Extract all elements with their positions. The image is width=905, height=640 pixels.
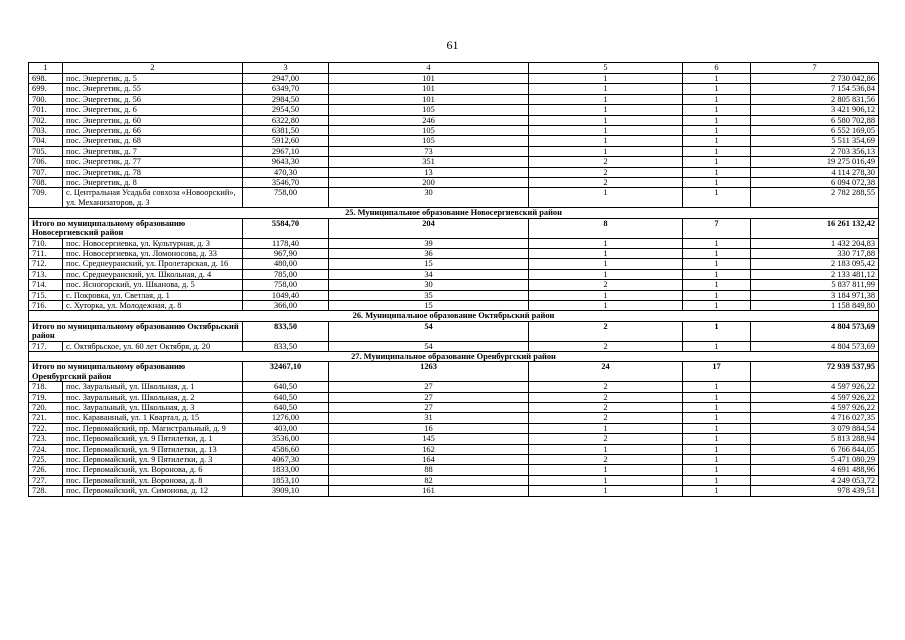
section-title: 27. Муниципальное образование Оренбургский район <box>29 351 879 361</box>
table-cell: 1276,00 <box>243 413 329 423</box>
table-row <box>29 269 879 279</box>
register-table <box>28 62 879 497</box>
table-cell: 6349,70 <box>243 84 329 94</box>
table-row <box>29 444 879 454</box>
table-cell: 2 730 042,86 <box>751 74 879 84</box>
table-row <box>29 105 879 115</box>
table-cell: 967,90 <box>243 248 329 258</box>
table-cell: 706. <box>29 157 63 167</box>
table-cell: 105 <box>329 105 529 115</box>
table-cell: 785,00 <box>243 269 329 279</box>
table-cell: 1 <box>683 280 751 290</box>
table-cell: пос. Первомайский, ул. 9 Пятилетки, д. 13 <box>63 444 243 454</box>
table-cell: пос. Первомайский, пр. Магистральный, д. 9 <box>63 423 243 433</box>
table-cell: 1 <box>683 290 751 300</box>
table-cell: 1 <box>683 105 751 115</box>
subtotal-cell: 7 <box>683 218 751 238</box>
table-row <box>29 136 879 146</box>
table-cell: пос. Энергетик, д. 66 <box>63 126 243 136</box>
table-cell: 1 <box>683 238 751 248</box>
table-cell: 6 766 844,05 <box>751 444 879 454</box>
table-cell: 16 <box>329 423 529 433</box>
table-cell: 4 597 926,22 <box>751 382 879 392</box>
table-cell: 707. <box>29 167 63 177</box>
table-cell: 15 <box>329 300 529 310</box>
table-cell: 2 <box>529 434 683 444</box>
table-cell: 1 <box>683 248 751 258</box>
subtotal-cell: 17 <box>683 362 751 382</box>
table-cell: 5 813 288,94 <box>751 434 879 444</box>
table-cell: пос. Новосергиевка, ул. Культурная, д. 3 <box>63 238 243 248</box>
subtotal-cell: 833,50 <box>243 321 329 341</box>
table-cell: 725. <box>29 455 63 465</box>
table-cell: 31 <box>329 413 529 423</box>
table-cell: 1 <box>683 74 751 84</box>
table-cell: 3 421 906,12 <box>751 105 879 115</box>
table-cell: 704. <box>29 136 63 146</box>
table-cell: 3546,70 <box>243 178 329 188</box>
table-cell: 30 <box>329 280 529 290</box>
table-cell: 699. <box>29 84 63 94</box>
table-cell: 640,50 <box>243 392 329 402</box>
table-row <box>29 465 879 475</box>
table-cell: 2 <box>529 455 683 465</box>
table-row <box>29 403 879 413</box>
table-cell: пос. Энергетик, д. 60 <box>63 115 243 125</box>
table-cell: 1 <box>529 126 683 136</box>
table-row <box>29 382 879 392</box>
table-cell: 1 <box>683 486 751 496</box>
table-cell: 698. <box>29 74 63 84</box>
table-cell: 1 <box>683 178 751 188</box>
table-row <box>29 126 879 136</box>
table-cell: 1 <box>683 341 751 351</box>
table-cell: 15 <box>329 259 529 269</box>
table-cell: 722. <box>29 423 63 433</box>
table-cell: пос. Энергетик, д. 5 <box>63 74 243 84</box>
table-cell: 833,50 <box>243 341 329 351</box>
column-header: 4 <box>329 63 529 74</box>
table-cell: 403,00 <box>243 423 329 433</box>
subtotal-cell: 24 <box>529 362 683 382</box>
table-cell: 718. <box>29 382 63 392</box>
subtotal-label: Итого по муниципальному образованию Октябрьский район <box>29 321 243 341</box>
table-cell: 1 <box>529 423 683 433</box>
table-cell: 1 <box>683 94 751 104</box>
table-cell: пос. Первомайский, ул. Воронова, д. 8 <box>63 475 243 485</box>
table-cell: 724. <box>29 444 63 454</box>
table-cell: 88 <box>329 465 529 475</box>
table-cell: 4 114 278,30 <box>751 167 879 177</box>
table-cell: 723. <box>29 434 63 444</box>
table-cell: 200 <box>329 178 529 188</box>
table-cell: 1 <box>529 475 683 485</box>
table-cell: 1 <box>683 269 751 279</box>
table-cell: 19 275 016,49 <box>751 157 879 167</box>
table-cell: 2 <box>529 382 683 392</box>
table-cell: 9643,30 <box>243 157 329 167</box>
table-cell: 5 837 811,99 <box>751 280 879 290</box>
table-row <box>29 115 879 125</box>
table-cell: с. Покровка, ул. Светлая, д. 1 <box>63 290 243 300</box>
table-cell: 1 <box>683 455 751 465</box>
subtotal-row <box>29 218 879 238</box>
table-cell: 721. <box>29 413 63 423</box>
table-cell: пос. Караванный, ул. 1 Квартал, д. 15 <box>63 413 243 423</box>
table-cell: 105 <box>329 136 529 146</box>
table-cell: 1 <box>529 248 683 258</box>
table-cell: 711. <box>29 248 63 258</box>
table-cell: 30 <box>329 188 529 208</box>
table-row <box>29 238 879 248</box>
table-cell: 2 <box>529 341 683 351</box>
table-cell: 4586,60 <box>243 444 329 454</box>
table-cell: 716. <box>29 300 63 310</box>
table-cell: 1 <box>529 136 683 146</box>
table-cell: 1 <box>529 146 683 156</box>
table-cell: 2947,00 <box>243 74 329 84</box>
table-cell: 1 <box>683 403 751 413</box>
table-cell: 2 <box>529 280 683 290</box>
table-cell: 640,50 <box>243 403 329 413</box>
table-cell: 3909,10 <box>243 486 329 496</box>
table-cell: пос. Новосергиевка, ул. Ломоносова, д. 33 <box>63 248 243 258</box>
table-cell: 1 <box>529 74 683 84</box>
table-cell: пос. Зауральный, ул. Школьная, д. 3 <box>63 403 243 413</box>
table-row <box>29 157 879 167</box>
table-cell: 728. <box>29 486 63 496</box>
table-cell: 27 <box>329 392 529 402</box>
table-cell: 1 <box>683 188 751 208</box>
table-cell: пос. Среднеуранский, ул. Пролетарская, д. 16 <box>63 259 243 269</box>
table-cell: 3 184 971,38 <box>751 290 879 300</box>
table-cell: 978 439,51 <box>751 486 879 496</box>
table-cell: 2 <box>529 392 683 402</box>
table-row <box>29 188 879 208</box>
subtotal-cell: 204 <box>329 218 529 238</box>
table-cell: 714. <box>29 280 63 290</box>
table-cell: 34 <box>329 269 529 279</box>
subtotal-cell: 1263 <box>329 362 529 382</box>
table-cell: 2 <box>529 157 683 167</box>
table-cell: 758,00 <box>243 188 329 208</box>
table-cell: 2984,50 <box>243 94 329 104</box>
table-cell: 366,00 <box>243 300 329 310</box>
section-heading-row <box>29 208 879 218</box>
table-cell: 1 <box>683 84 751 94</box>
table-cell: 5912,60 <box>243 136 329 146</box>
table-cell: 1 <box>529 486 683 496</box>
subtotal-cell: 72 939 537,95 <box>751 362 879 382</box>
table-cell: 39 <box>329 238 529 248</box>
table-row <box>29 74 879 84</box>
table-cell: 2 782 288,55 <box>751 188 879 208</box>
table-cell: 4 249 053,72 <box>751 475 879 485</box>
table-row <box>29 94 879 104</box>
subtotal-row <box>29 321 879 341</box>
table-cell: 1 432 204,83 <box>751 238 879 248</box>
table-cell: 1178,40 <box>243 238 329 248</box>
table-cell: 101 <box>329 74 529 84</box>
table-cell: 1 <box>683 146 751 156</box>
table-row <box>29 300 879 310</box>
table-cell: 4 716 027,35 <box>751 413 879 423</box>
table-cell: 1 <box>683 475 751 485</box>
table-cell: 708. <box>29 178 63 188</box>
table-cell: 1 <box>683 259 751 269</box>
table-row <box>29 167 879 177</box>
table-cell: 713. <box>29 269 63 279</box>
table-row <box>29 455 879 465</box>
table-cell: 1 <box>683 465 751 475</box>
table-cell: 700. <box>29 94 63 104</box>
table-cell: 1 <box>683 392 751 402</box>
table-cell: 2 <box>529 167 683 177</box>
subtotal-cell: 5584,70 <box>243 218 329 238</box>
table-cell: 36 <box>329 248 529 258</box>
table-cell: 2 <box>529 178 683 188</box>
table-cell: 1833,00 <box>243 465 329 475</box>
table-cell: пос. Энергетик, д. 6 <box>63 105 243 115</box>
table-cell: 1 <box>683 126 751 136</box>
table-cell: 1049,40 <box>243 290 329 300</box>
table-row <box>29 146 879 156</box>
table-cell: пос. Первомайский, ул. 9 Пятилетки, д. 3 <box>63 455 243 465</box>
table-cell: 1 <box>683 115 751 125</box>
table-cell: 7 154 536,84 <box>751 84 879 94</box>
table-cell: пос. Энергетик, д. 8 <box>63 178 243 188</box>
table-cell: 6 552 169,05 <box>751 126 879 136</box>
table-cell: 1 <box>683 157 751 167</box>
table-row <box>29 290 879 300</box>
table-cell: 712. <box>29 259 63 269</box>
table-cell: 6 094 072,38 <box>751 178 879 188</box>
page-number: 61 <box>446 38 459 52</box>
table-cell: с. Центральная Усадьба совхоза «Новоорский», ул. Механизаторов, д. 3 <box>63 188 243 208</box>
table-cell: 1 <box>683 300 751 310</box>
table-cell: 4 597 926,22 <box>751 403 879 413</box>
table-cell: 1 <box>529 269 683 279</box>
table-cell: пос. Ясногорский, ул. Шканова, д. 5 <box>63 280 243 290</box>
table-cell: 1 <box>529 238 683 248</box>
table-row <box>29 84 879 94</box>
table-row <box>29 248 879 258</box>
table-cell: пос. Энергетик, д. 77 <box>63 157 243 167</box>
table-cell: 2 805 831,56 <box>751 94 879 104</box>
table-cell: пос. Энергетик, д. 78 <box>63 167 243 177</box>
table-cell: 2967,10 <box>243 146 329 156</box>
column-header: 2 <box>63 63 243 74</box>
table-cell: 1 <box>683 167 751 177</box>
table-cell: 145 <box>329 434 529 444</box>
table-row <box>29 423 879 433</box>
table-cell: 2 133 481,12 <box>751 269 879 279</box>
table-row <box>29 259 879 269</box>
table-cell: с. Октябрьское, ул. 60 лет Октября, д. 20 <box>63 341 243 351</box>
table-cell: пос. Первомайский, ул. Воронова, д. 6 <box>63 465 243 475</box>
table-cell: пос. Первомайский, ул. Симонова, д. 12 <box>63 486 243 496</box>
table-cell: 1 <box>529 465 683 475</box>
table-cell: 4067,30 <box>243 455 329 465</box>
table-cell: 1 <box>683 423 751 433</box>
subtotal-cell: 2 <box>529 321 683 341</box>
table-cell: пос. Энергетик, д. 56 <box>63 94 243 104</box>
table-cell: 1 <box>683 382 751 392</box>
table-cell: 727. <box>29 475 63 485</box>
table-cell: 1 <box>529 259 683 269</box>
table-body <box>29 74 879 497</box>
table-cell: 720. <box>29 403 63 413</box>
subtotal-cell: 54 <box>329 321 529 341</box>
table-cell: 1 <box>529 115 683 125</box>
table-cell: 715. <box>29 290 63 300</box>
subtotal-cell: 16 261 132,42 <box>751 218 879 238</box>
table-cell: 701. <box>29 105 63 115</box>
table-cell: 5 471 080,29 <box>751 455 879 465</box>
table-cell: 705. <box>29 146 63 156</box>
table-row <box>29 178 879 188</box>
table-cell: 330 717,88 <box>751 248 879 258</box>
table-cell: 2 183 095,42 <box>751 259 879 269</box>
table-cell: 640,50 <box>243 382 329 392</box>
table-cell: пос. Среднеуранский, ул. Школьная, д. 4 <box>63 269 243 279</box>
column-header: 1 <box>29 63 63 74</box>
table-cell: 54 <box>329 341 529 351</box>
table-row <box>29 392 879 402</box>
section-heading-row <box>29 311 879 321</box>
section-title: 25. Муниципальное образование Новосергиевский район <box>29 208 879 218</box>
table-cell: 2 703 356,13 <box>751 146 879 156</box>
table-cell: 246 <box>329 115 529 125</box>
table-cell: 1 <box>683 136 751 146</box>
table-cell: 1 <box>529 290 683 300</box>
table-cell: пос. Энергетик, д. 7 <box>63 146 243 156</box>
table-row <box>29 434 879 444</box>
column-header: 7 <box>751 63 879 74</box>
table-cell: 470,30 <box>243 167 329 177</box>
table-cell: пос. Энергетик, д. 55 <box>63 84 243 94</box>
table-cell: 164 <box>329 455 529 465</box>
table-cell: 703. <box>29 126 63 136</box>
table-cell: пос. Энергетик, д. 68 <box>63 136 243 146</box>
column-header: 3 <box>243 63 329 74</box>
table-cell: 27 <box>329 403 529 413</box>
table-cell: 709. <box>29 188 63 208</box>
table-cell: пос. Зауральный, ул. Школьная, д. 2 <box>63 392 243 402</box>
table-cell: 1853,10 <box>243 475 329 485</box>
table-row <box>29 475 879 485</box>
section-heading-row <box>29 351 879 361</box>
table-cell: 2 <box>529 403 683 413</box>
table-cell: 717. <box>29 341 63 351</box>
column-header-row <box>29 63 879 74</box>
subtotal-label: Итого по муниципальному образованию Новосергиевский район <box>29 218 243 238</box>
table-cell: 3 079 884,54 <box>751 423 879 433</box>
table-cell: 4 691 488,96 <box>751 465 879 475</box>
subtotal-cell: 8 <box>529 218 683 238</box>
table-cell: пос. Первомайский, ул. 9 Пятилетки, д. 1 <box>63 434 243 444</box>
table-cell: 3536,00 <box>243 434 329 444</box>
table-cell: 101 <box>329 94 529 104</box>
table-row <box>29 280 879 290</box>
subtotal-cell: 32467,10 <box>243 362 329 382</box>
table-cell: 4 804 573,69 <box>751 341 879 351</box>
table-cell: 480,00 <box>243 259 329 269</box>
table-cell: с. Хуторка, ул. Молодежная, д. 8 <box>63 300 243 310</box>
table-cell: 4 597 926,22 <box>751 392 879 402</box>
column-header: 6 <box>683 63 751 74</box>
table-cell: 6381,50 <box>243 126 329 136</box>
table-cell: 1 <box>529 84 683 94</box>
table-cell: 161 <box>329 486 529 496</box>
subtotal-cell: 4 804 573,69 <box>751 321 879 341</box>
table-cell: 351 <box>329 157 529 167</box>
table-cell: 2954,50 <box>243 105 329 115</box>
table-cell: 702. <box>29 115 63 125</box>
table-row <box>29 486 879 496</box>
table-cell: 27 <box>329 382 529 392</box>
table-cell: 5 511 354,69 <box>751 136 879 146</box>
table-cell: 1 <box>529 105 683 115</box>
section-title: 26. Муниципальное образование Октябрьский район <box>29 311 879 321</box>
table-cell: 6 580 702,88 <box>751 115 879 125</box>
table-cell: 726. <box>29 465 63 475</box>
table-cell: 13 <box>329 167 529 177</box>
table-cell: 1 158 849,80 <box>751 300 879 310</box>
table-cell: 719. <box>29 392 63 402</box>
table-cell: 101 <box>329 84 529 94</box>
table-cell: 6322,80 <box>243 115 329 125</box>
table-cell: 2 <box>529 413 683 423</box>
table-cell: 1 <box>683 434 751 444</box>
column-header: 5 <box>529 63 683 74</box>
subtotal-row <box>29 362 879 382</box>
table-cell: 1 <box>683 444 751 454</box>
table-cell: пос. Зауральный, ул. Школьная, д. 1 <box>63 382 243 392</box>
table-cell: 1 <box>529 444 683 454</box>
table-cell: 710. <box>29 238 63 248</box>
table-cell: 82 <box>329 475 529 485</box>
table-cell: 1 <box>683 413 751 423</box>
table-cell: 35 <box>329 290 529 300</box>
table-row <box>29 341 879 351</box>
table-cell: 1 <box>529 188 683 208</box>
table-cell: 162 <box>329 444 529 454</box>
subtotal-cell: 1 <box>683 321 751 341</box>
table-cell: 105 <box>329 126 529 136</box>
subtotal-label: Итого по муниципальному образованию Оренбургский район <box>29 362 243 382</box>
table-cell: 1 <box>529 300 683 310</box>
table-cell: 758,00 <box>243 280 329 290</box>
table-row <box>29 413 879 423</box>
table-cell: 1 <box>529 94 683 104</box>
table-cell: 73 <box>329 146 529 156</box>
